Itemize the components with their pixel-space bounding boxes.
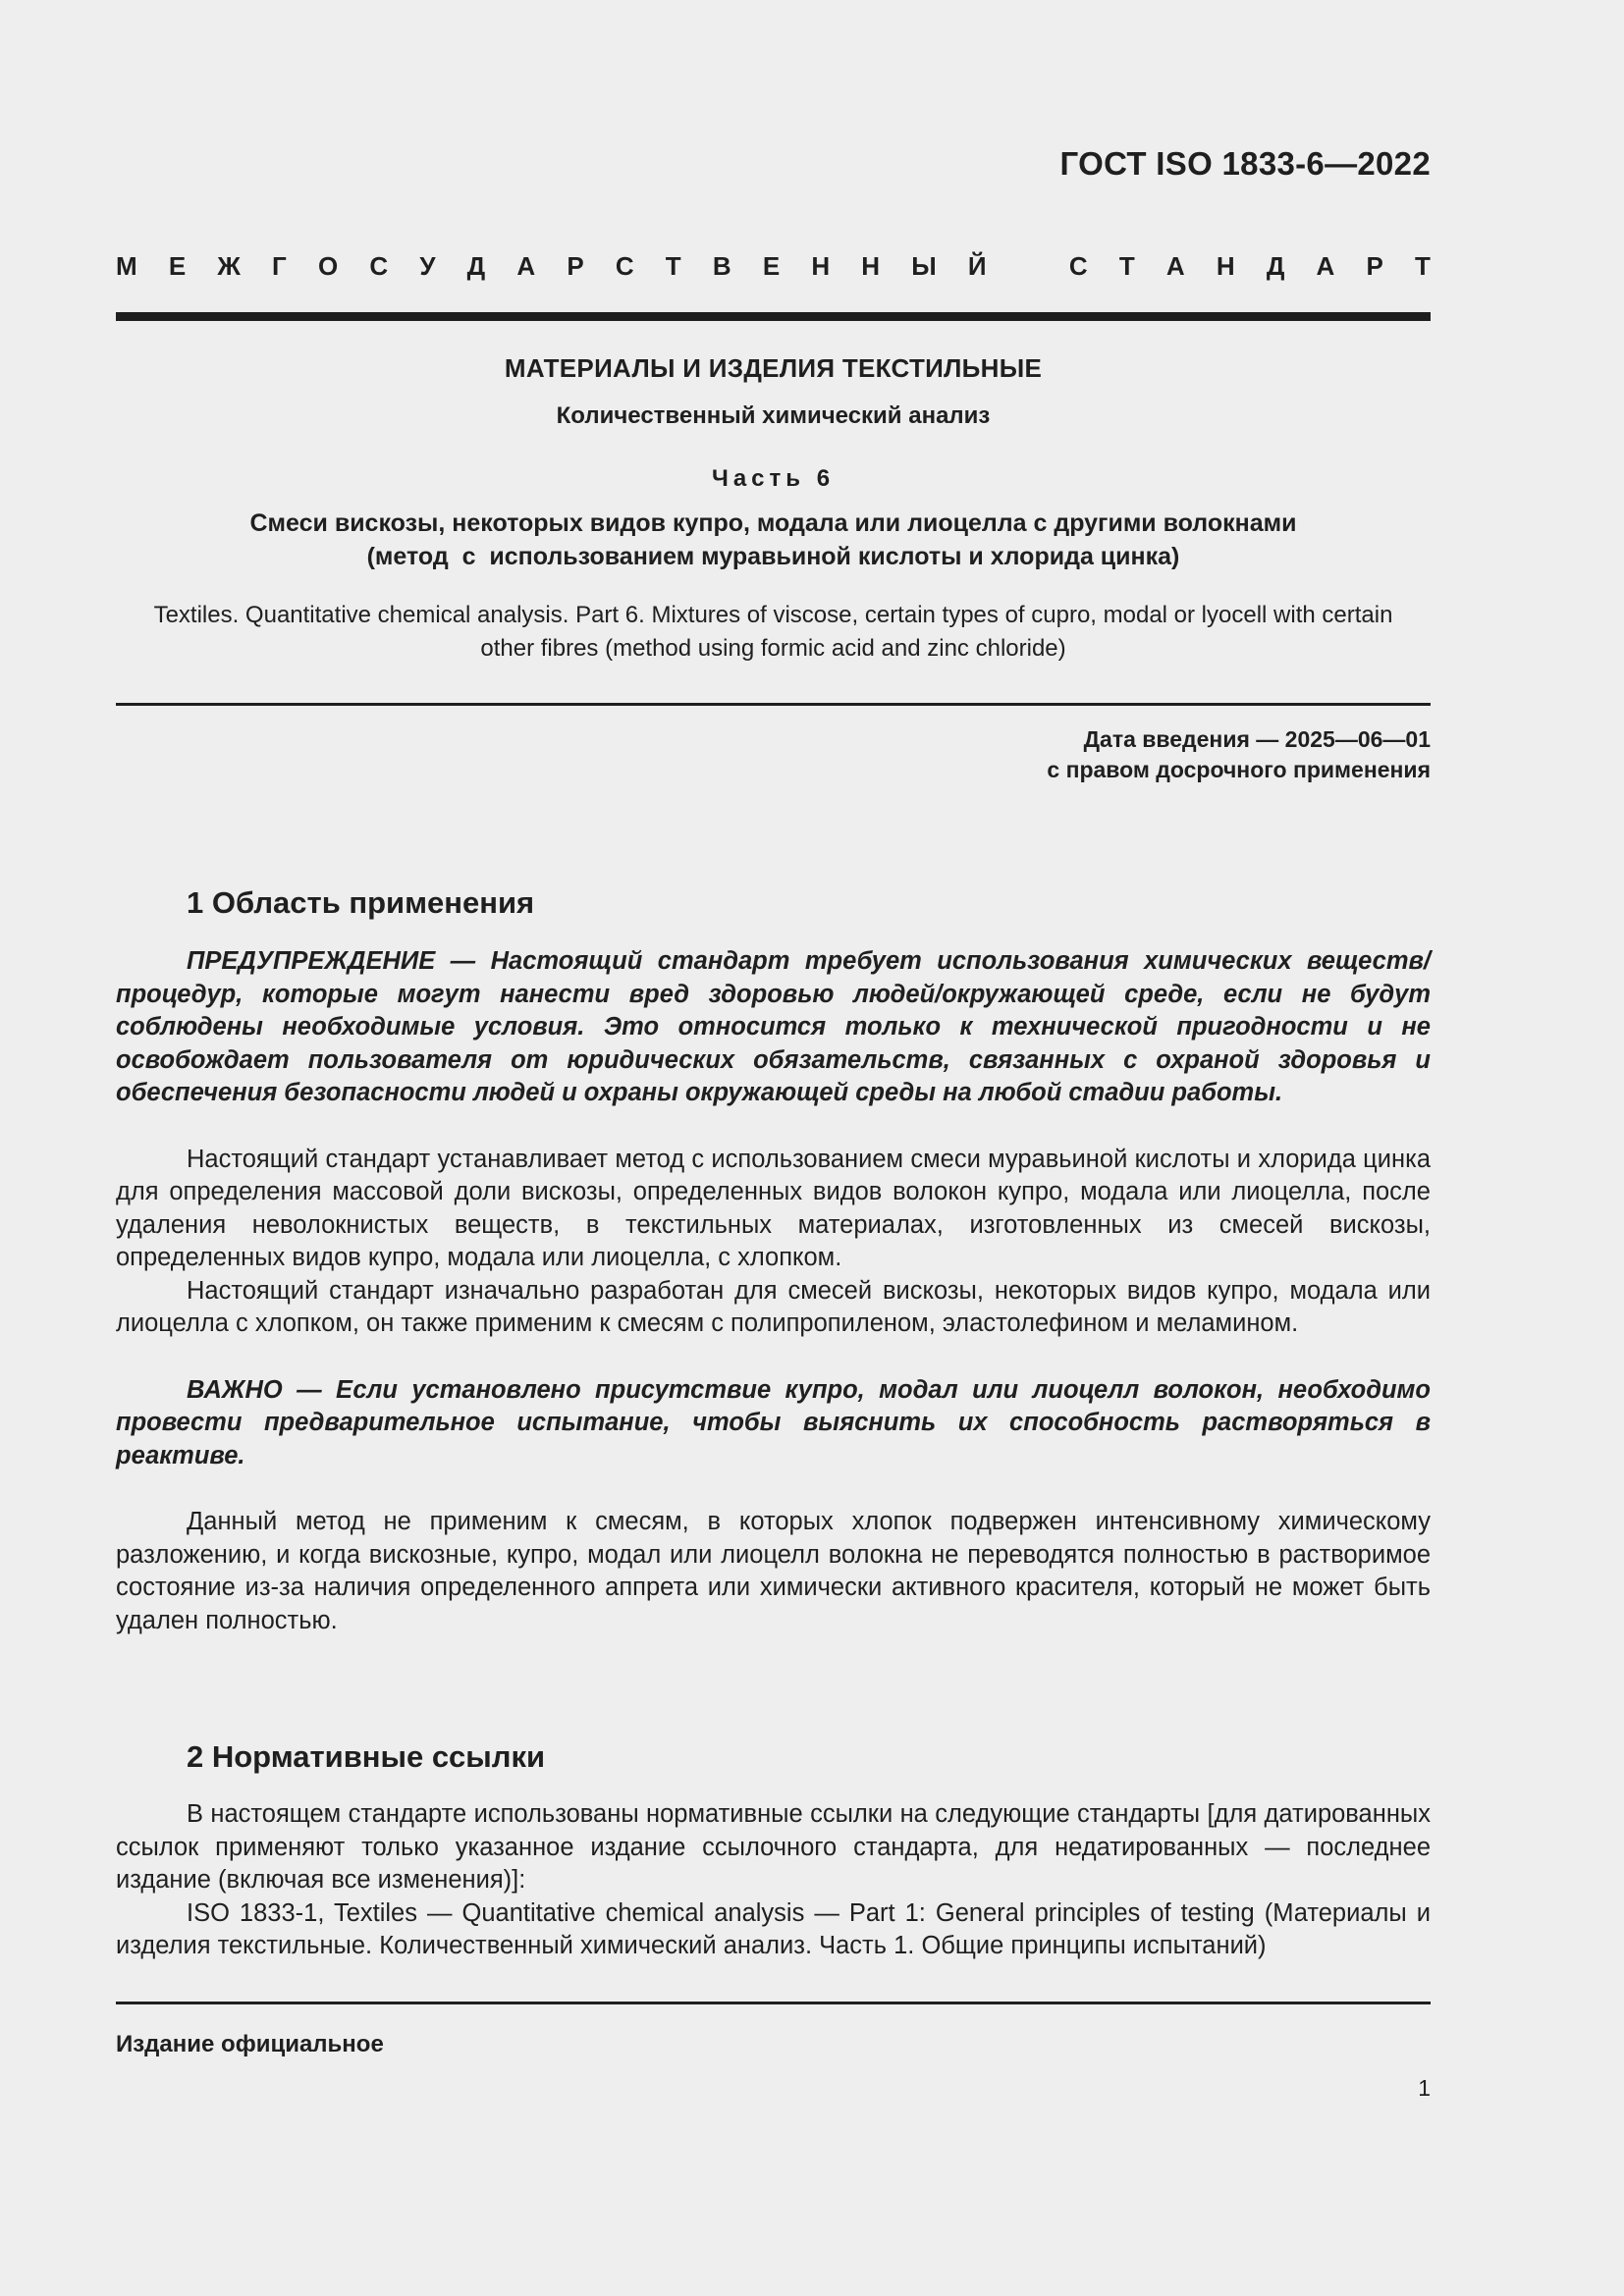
banner-letter: Е xyxy=(762,251,781,281)
important-paragraph: ВАЖНО — Если установлено присутствие купро, модал или лиоцелл волокон, необходимо провести предварительное испытание, чтобы выяснить их способность растворяться в реактиве. xyxy=(116,1375,1431,1469)
banner-letter: Р xyxy=(567,251,584,281)
reference-item: ISO 1833-1, Textiles — Quantitative chemical analysis — Part 1: General principles of testing (Материалы и изделия текстильные. Количественный химический анализ. Часть 1. Общие принципы испытаний) xyxy=(116,1898,1431,1959)
early-application-line: с правом досрочного применения xyxy=(1047,757,1431,782)
banner-letter: У xyxy=(419,251,436,281)
banner-letter: С xyxy=(369,251,389,281)
english-title xyxy=(116,599,1431,666)
banner-word-gap xyxy=(1018,251,1038,282)
part-subject xyxy=(116,507,1431,573)
banner-letter: Е xyxy=(168,251,187,281)
warning-paragraph: ПРЕДУПРЕЖДЕНИЕ — Настоящий стандарт требует использования химических веществ/процедур, которые могут нанести вред здоровью людей/окружающей среде, если не будут соблюдены необходимые условия. Это относится только к технической пригодности и не освобождает пользователя от юридических обязательств, связанных с охраной здоровья и обеспечения безопасности людей и охраны окружающей среды на любой стадии работы. xyxy=(116,947,1431,1106)
page-number: 1 xyxy=(1418,2075,1431,2101)
footer-rule xyxy=(116,2002,1431,2004)
banner-letter: Ж xyxy=(217,251,241,281)
banner-letter: Ы xyxy=(911,251,937,281)
banner-letter: Н xyxy=(1216,251,1235,281)
interstate-standard-banner xyxy=(116,251,1431,282)
english-title-line: Textiles. Quantitative chemical analysis. Part 6. Mixtures of viscose, certain types of cupro, modal or lyocell with certain xyxy=(153,602,1393,628)
banner-letter: С xyxy=(615,251,634,281)
standard-code: ГОСТ ISO 1833-6—2022 xyxy=(1059,145,1431,182)
banner-letter: Й xyxy=(967,251,987,281)
part-subject-line: Смеси вискозы, некоторых видов купро, модала или лиоцелла с другими волокнами xyxy=(249,509,1297,537)
banner-letter: Т xyxy=(1415,251,1431,281)
part-label: Часть 6 xyxy=(711,465,836,492)
part-subject-line: (метод с использованием муравьиной кислоты и хлорида цинка) xyxy=(366,543,1180,570)
references-paragraph: В настоящем стандарте использованы нормативные ссылки на следующие стандарты [для датированных ссылок применяют только указанное издание ссылочного стандарта, для недатированных — последнее издание (включая все изменения)]: xyxy=(116,1800,1431,1894)
section-1-heading: 1 Область применения xyxy=(187,885,535,920)
banner-letter: А xyxy=(516,251,536,281)
banner-letter: С xyxy=(1068,251,1088,281)
section-2-body xyxy=(116,1798,1431,1963)
banner-letter: М xyxy=(116,251,137,281)
section-2-heading: 2 Нормативные ссылки xyxy=(187,1739,546,1774)
date-line: Дата введения — 2025—06—01 xyxy=(1083,726,1431,752)
introduction-date xyxy=(1047,724,1431,785)
scope-paragraph: Настоящий стандарт изначально разработан для смесей вискозы, некоторых видов купро, модала или лиоцелла с хлопком, он также применим к смесям с полипропиленом, эластолефином и меламином. xyxy=(116,1276,1431,1337)
standard-title: МАТЕРИАЛЫ И ИЗДЕЛИЯ ТЕКСТИЛЬНЫЕ xyxy=(504,353,1043,383)
banner-letter: А xyxy=(1165,251,1185,281)
banner-letter: Р xyxy=(1366,251,1383,281)
scope-paragraph: Настоящий стандарт устанавливает метод с использованием смеси муравьиной кислоты и хлорида цинка для определения массовой доли вискозы, определенных видов волокон купро, модала или лиоцелла, после удаления неволокнистых веществ, в текстильных материалах, изготовленных из смесей вискозы, определенных видов купро, модала или лиоцелла, с хлопком. xyxy=(116,1145,1431,1271)
banner-letter: Д xyxy=(1266,251,1285,281)
banner-letter: Н xyxy=(861,251,881,281)
official-edition-label: Издание официальное xyxy=(116,2031,384,2057)
banner-letter: Д xyxy=(466,251,486,281)
limitation-paragraph: Данный метод не применим к смесям, в которых хлопок подвержен интенсивному химическому разложению, и когда вискозные, купро, модал или лиоцелл волокна не переводятся полностью в растворимое состояние из-за наличия определенного аппрета или химически активного красителя, который не может быть удален полностью. xyxy=(116,1508,1431,1634)
section-1-body xyxy=(116,945,1431,1637)
banner-letter: В xyxy=(712,251,731,281)
title-rule xyxy=(116,703,1431,706)
banner-letter: О xyxy=(317,251,339,281)
banner-letter: А xyxy=(1316,251,1335,281)
standard-subtitle: Количественный химический анализ xyxy=(556,402,991,429)
banner-letter: Н xyxy=(811,251,831,281)
banner-letter: Т xyxy=(665,251,681,281)
banner-letter: Г xyxy=(272,251,287,281)
banner-letter: Т xyxy=(1118,251,1135,281)
header-rule xyxy=(116,312,1431,321)
english-title-line: other fibres (method using formic acid and zinc chloride) xyxy=(480,635,1066,662)
